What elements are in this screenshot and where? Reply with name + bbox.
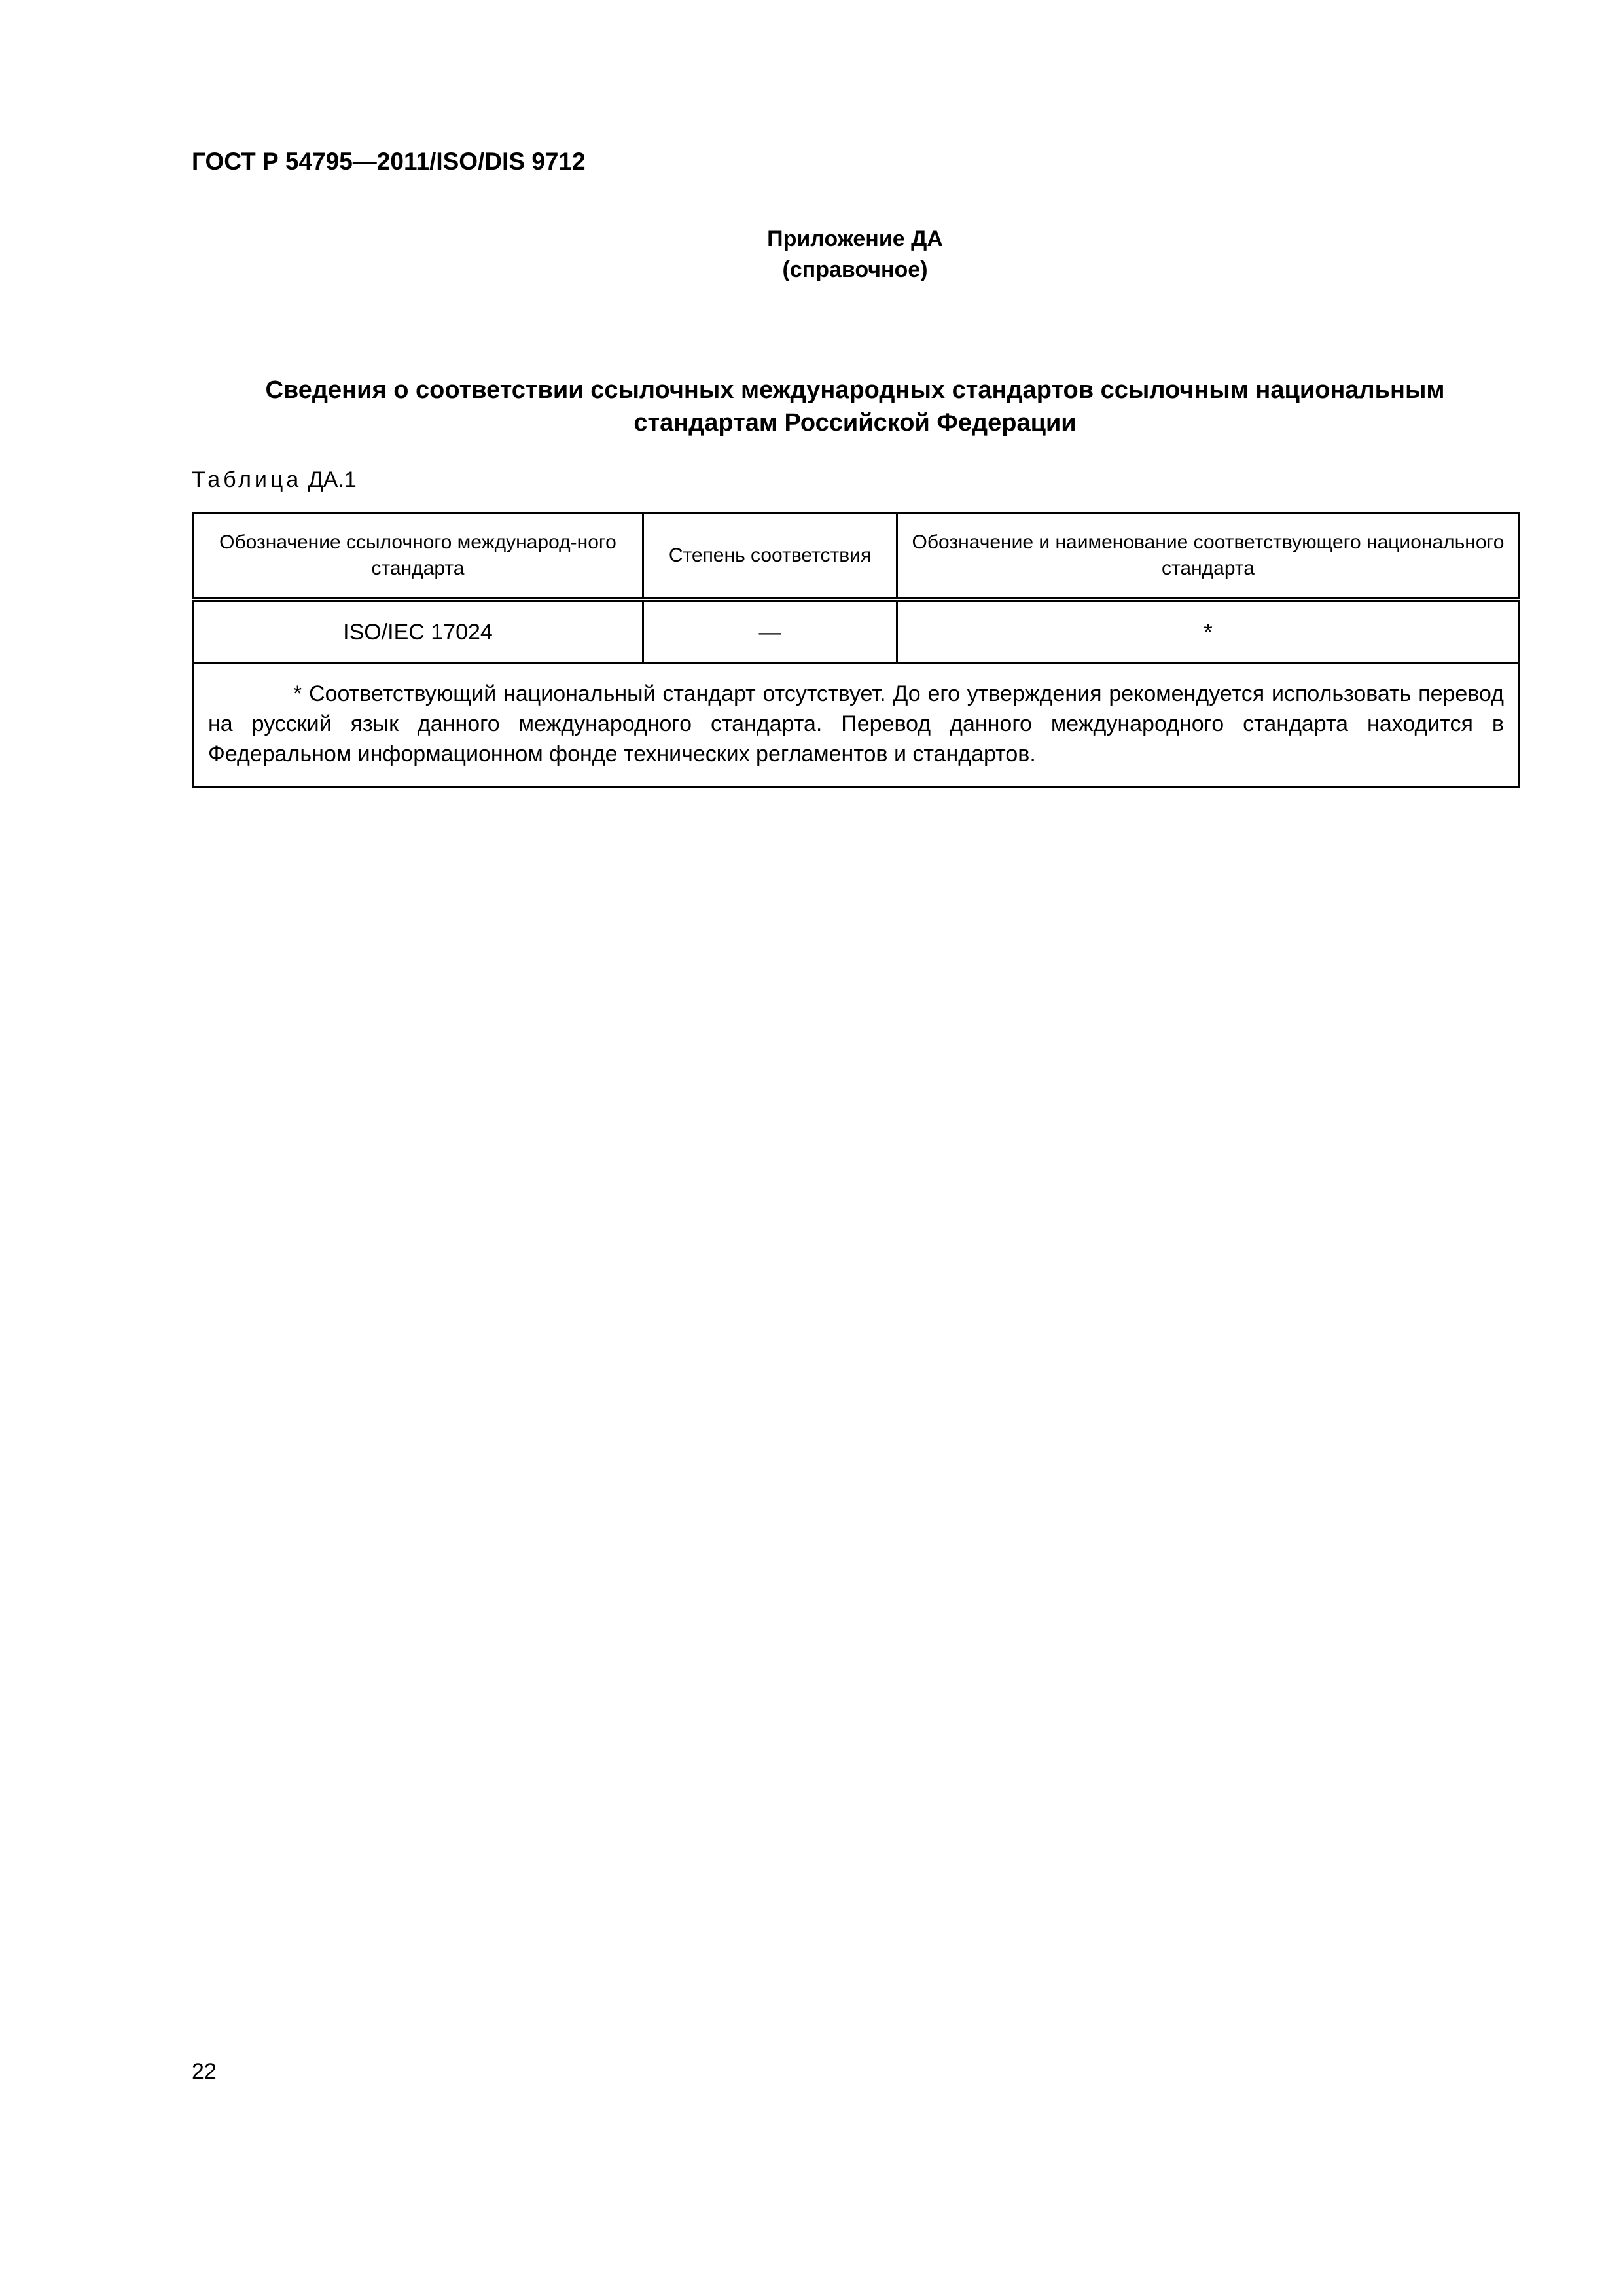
- table-caption: [192, 467, 357, 493]
- table-caption-number: ДА.1: [308, 467, 357, 492]
- cell-national-standard: *: [897, 600, 1520, 664]
- header-cell-international-standard: Обозначение ссылочного международ-ного стандарта: [193, 514, 643, 600]
- appendix-title: Приложение ДА: [767, 226, 943, 251]
- header-cell-national-standard: Обозначение и наименование соответствующего национального стандарта: [897, 514, 1520, 600]
- table-header-row: [193, 514, 1520, 600]
- page-number: 22: [192, 2059, 217, 2084]
- table-footnote: [208, 679, 1504, 769]
- section-title: Сведения о соответствии ссылочных международных стандартов ссылочным национальным стандартам Российской Федерации: [265, 376, 1445, 437]
- footnote-text: Соответствующий национальный стандарт отсутствует. До его утверждения рекомендуется использовать перевод на русский язык данного международного стандарта. Перевод данного международного стандарта находится в Федеральном информационном фонде технических регламентов и стандартов.: [208, 681, 1504, 766]
- header-cell-degree-of-conformity: Степень соответствия: [643, 514, 897, 600]
- table-footnote-cell: [193, 664, 1520, 787]
- appendix-status: (справочное): [782, 257, 928, 282]
- table-caption-label: Таблица: [192, 467, 302, 492]
- footnote-mark: *: [293, 681, 302, 706]
- reference-table: [192, 512, 1520, 788]
- cell-international-standard: ISO/IEC 17024: [193, 600, 643, 664]
- table-row: [193, 600, 1520, 664]
- cell-degree-of-conformity: —: [643, 600, 897, 664]
- table-footnote-row: [193, 664, 1520, 787]
- document-header: ГОСТ Р 54795—2011/ISO/DIS 9712: [192, 148, 586, 175]
